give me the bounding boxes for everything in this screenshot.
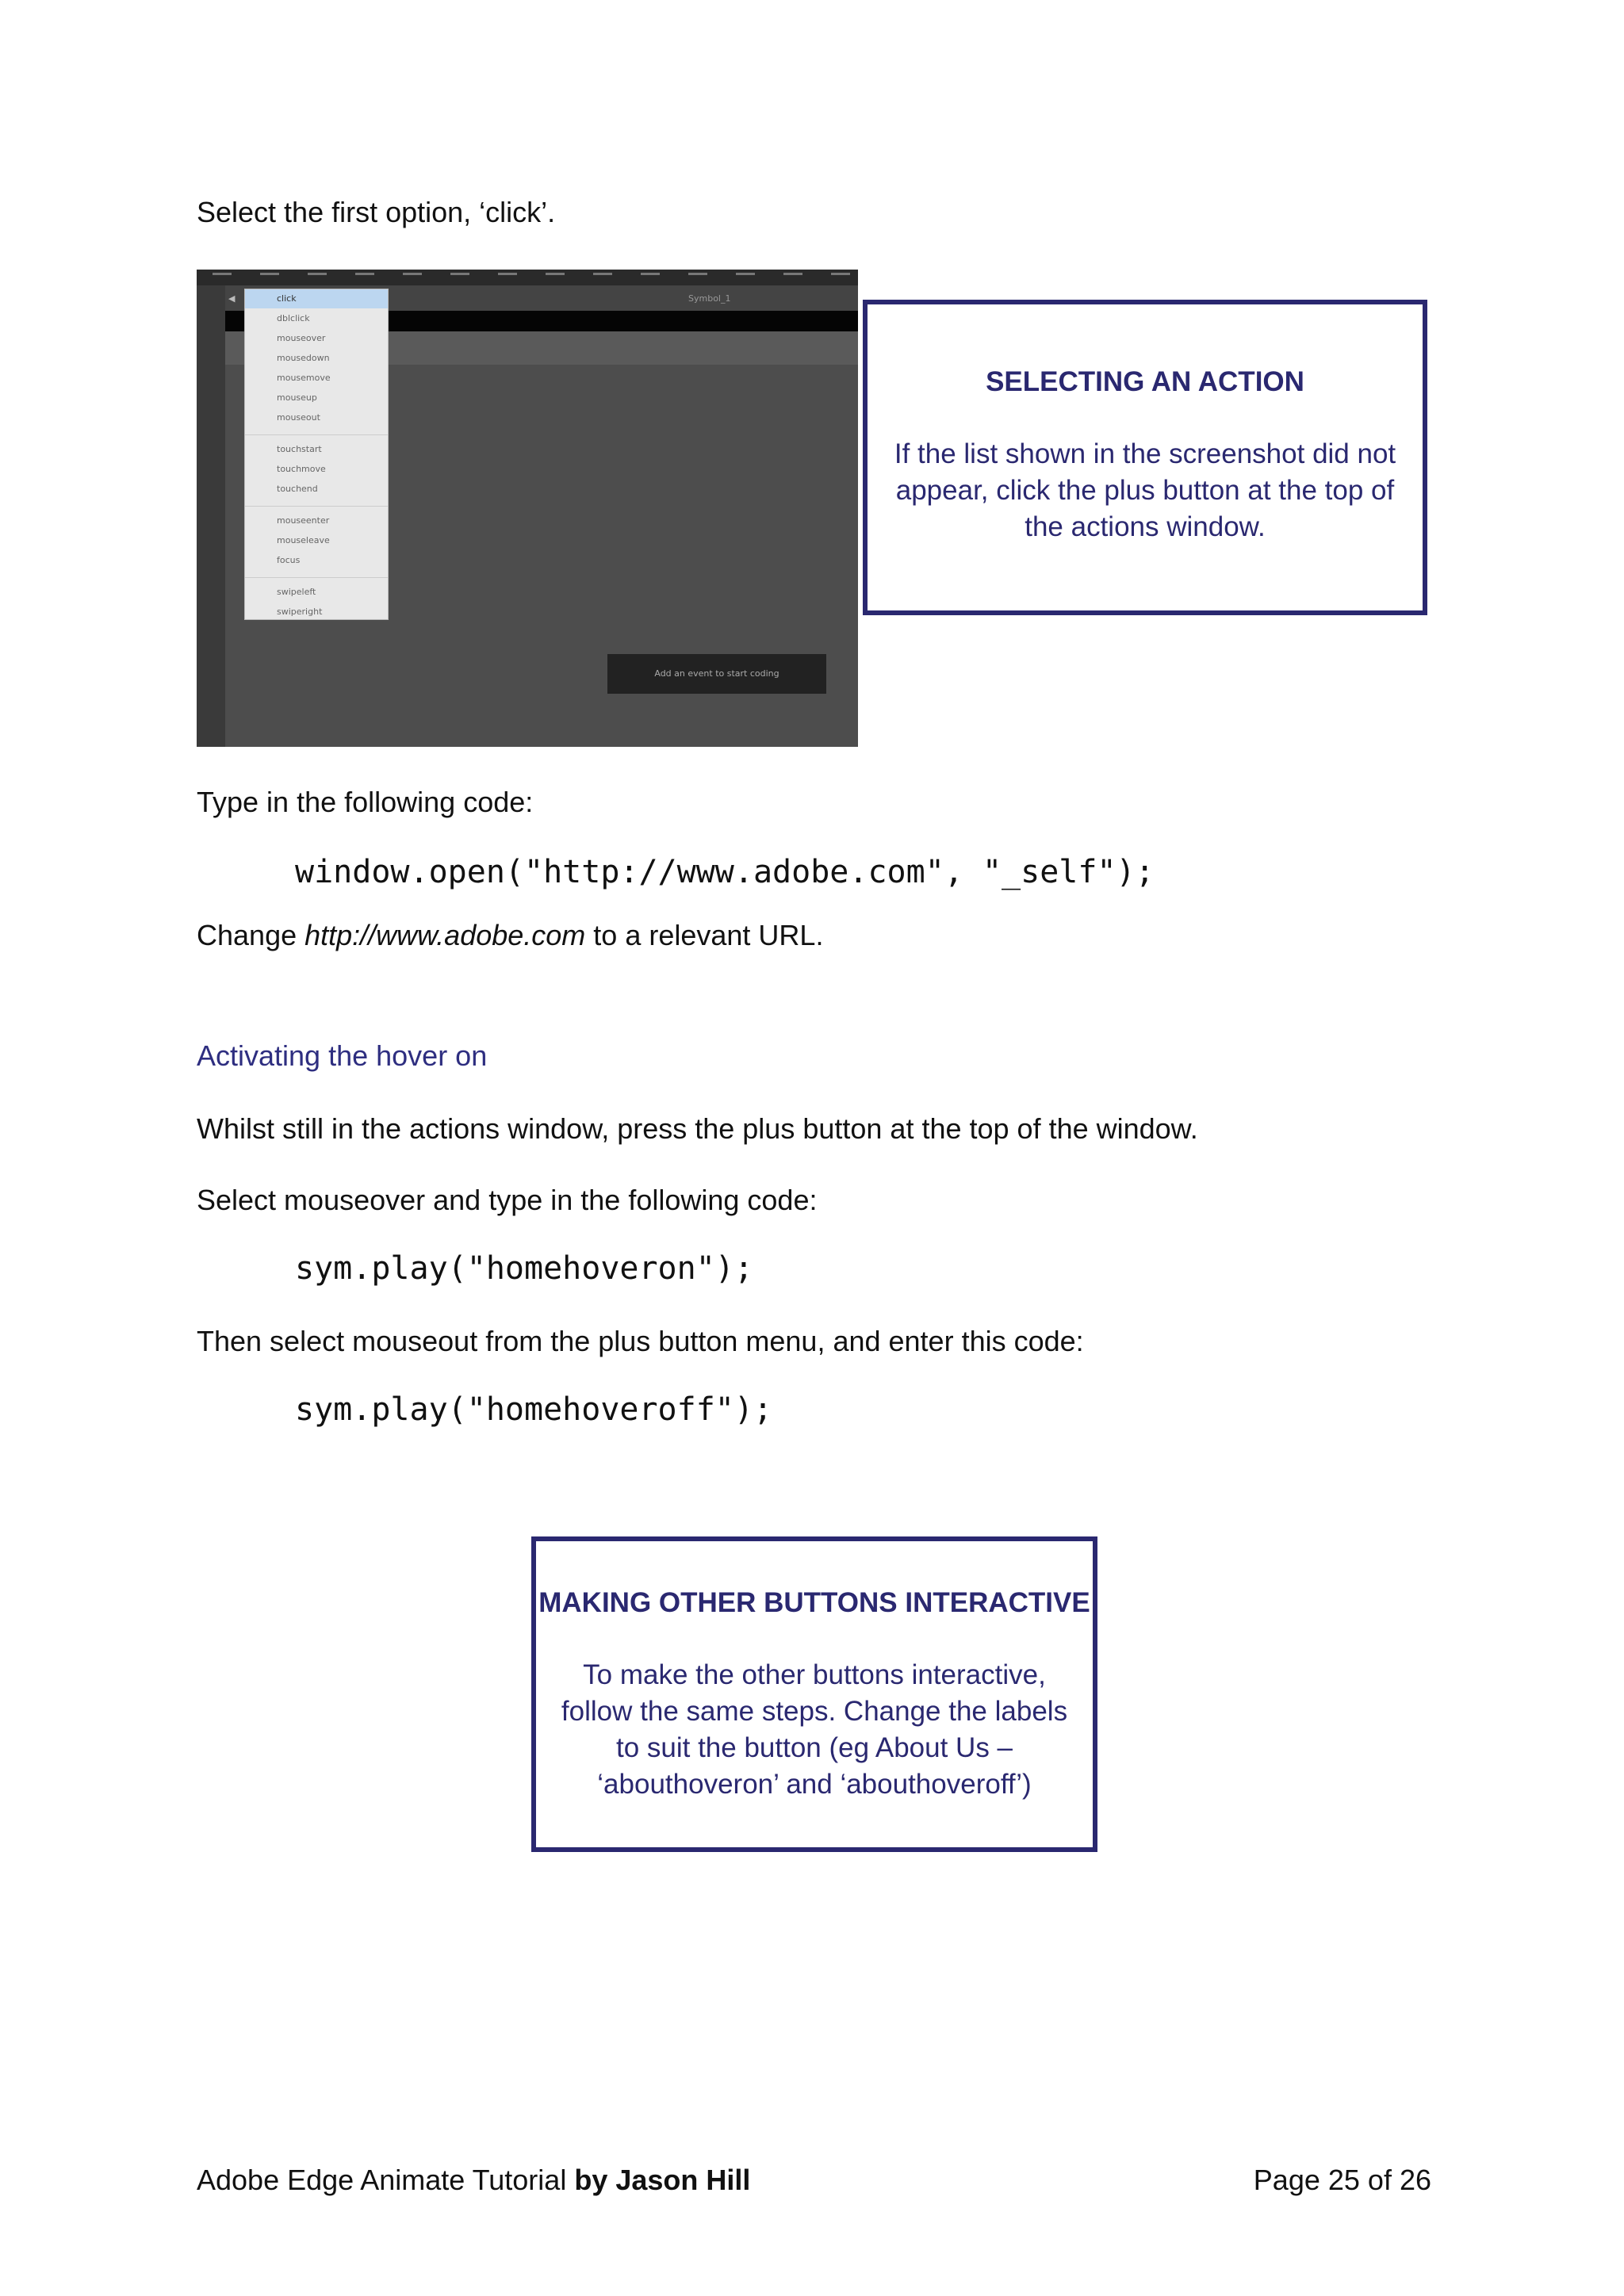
menu-item-mouseenter: mouseenter: [277, 515, 330, 526]
add-event-hint: Add an event to start coding: [607, 654, 826, 694]
menu-item-touchstart: touchstart: [277, 444, 322, 454]
menu-item-touchmove: touchmove: [277, 464, 326, 474]
menu-item-focus: focus: [277, 555, 301, 565]
symbol-label: Symbol_1: [688, 293, 731, 304]
actions-sidebar: [197, 285, 225, 747]
code-hoveron: sym.play("homehoveron");: [295, 1250, 753, 1287]
menu-separator: [245, 571, 388, 578]
collapse-arrow-icon: ◀: [228, 294, 236, 304]
code-hoveroff: sym.play("homehoveroff");: [295, 1391, 773, 1428]
footer-page-number: Page 25 of 26: [1253, 2164, 1431, 2196]
change-prefix: Change: [197, 919, 305, 951]
menu-item-touchend: touchend: [277, 484, 318, 494]
callout-other-buttons: [531, 1536, 1097, 1852]
section-heading-hover: Activating the hover on: [197, 1039, 488, 1072]
menu-item-click: click: [245, 289, 388, 308]
menu-item-mouseout: mouseout: [277, 412, 320, 423]
event-dropdown-menu: [244, 289, 389, 620]
menu-separator: [245, 428, 388, 435]
callout-body: If the list shown in the screenshot did not appear, click the plus button at the top of the actions window.: [894, 438, 1396, 542]
instruction-select-first: Select the first option, ‘click’.: [197, 196, 556, 228]
footer-title: [197, 2163, 750, 2198]
menu-item-swipeleft: swipeleft: [277, 587, 316, 597]
menu-item-mouseleave: mouseleave: [277, 535, 330, 545]
instruction-then-mouseout: Then select mouseout from the plus button menu, and enter this code:: [197, 1325, 1084, 1357]
menu-item-mouseup: mouseup: [277, 392, 317, 403]
timeline-ruler: [197, 270, 858, 285]
menu-separator: [245, 499, 388, 507]
callout-title: MAKING OTHER BUTTONS INTERACTIVE: [538, 1587, 1090, 1618]
instruction-select-mouseover: Select mouseover and type in the following code:: [197, 1184, 818, 1216]
example-url: http://www.adobe.com: [304, 919, 586, 951]
menu-item-mousemove: mousemove: [277, 373, 331, 383]
menu-item-dblclick: dblclick: [277, 313, 310, 323]
footer-author: by Jason Hill: [574, 2164, 751, 2196]
change-suffix: to a relevant URL.: [585, 919, 824, 951]
menu-item-mousedown: mousedown: [277, 353, 330, 363]
menu-item-mouseover: mouseover: [277, 333, 326, 343]
footer-doc-title: Adobe Edge Animate Tutorial: [197, 2164, 575, 2196]
callout-body: To make the other buttons interactive, follow the same steps. Change the labels to suit the button (eg About Us – ‘abouthoveron’ and ‘abouthoveroff’): [561, 1659, 1068, 1800]
callout-selecting-action: [863, 300, 1427, 615]
callout-title: SELECTING AN ACTION: [986, 366, 1304, 397]
code-window-open: window.open("http://www.adobe.com", "_self");: [295, 854, 1155, 890]
instruction-change-url: [197, 918, 823, 953]
menu-item-swiperight: swiperight: [277, 607, 323, 617]
instruction-type-code: Type in the following code:: [197, 786, 534, 818]
actions-screenshot: [197, 270, 858, 747]
instruction-whilst: Whilst still in the actions window, press the plus button at the top of the window.: [197, 1112, 1198, 1145]
